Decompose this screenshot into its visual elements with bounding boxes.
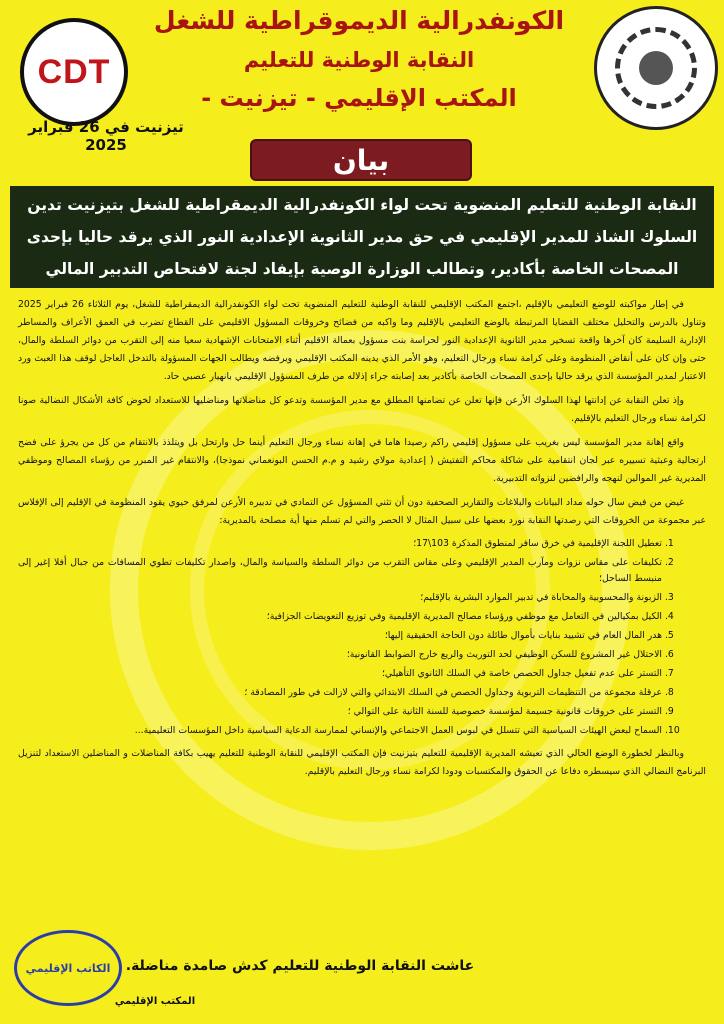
paragraph-3: واقع إهانة مدير المؤسسة ليس بغريب على مسؤول إقليمي راكم رصيدا هاما في إهانة نساء ورجال التعليم أينما حل وارتحل بل ويتلذذ بالانتقام من كل من يجرؤ على فضح ارتجالية وعبثية تسييره عبر لجان انتقامية على شاكلة محاكم التفتيش ( إعدادية مولاي رشيد و م.م الحسن البونعماني نموذجا)، والانتقام غير المبرر من رؤساء المصالح وموظفي المديرية غير الموالين لنهجه والرافضين لنزواته التدبيرية. [18, 437, 706, 484]
statement-body [18, 296, 706, 787]
list-item: 4. الكيل بمكيالين في التعامل مع موظفي ورؤساء مصالح المديرية الإقليمية وفي توزيع التعويضات الجزافية؛ [18, 609, 662, 625]
cdt-logo [20, 18, 128, 126]
paragraph-1: في إطار مواكبته للوضع التعليمي بالإقليم ،اجتمع المكتب الإقليمي للنقابة الوطنية للتعليم المنضوية تحت لواء الكونفدرالية الديمقراطية للشغل، يوم الثلاثاء 26 فبراير 2025 وتناول بالدرس والتحليل مختلف القضايا المرتبطة بالوضع التعليمي بالإقليم وما واكبه من فضائح وخروقات المسؤول الاقليمي على القطاع تضرب في العمق الأعراف والمساطر الإدارية السليمة كان آخرها واقعة تسخير مدير الثانوية الإعدادية النور لحراسة بنت مسؤول بعمالة الاقليم أثناء الامتحانات الإشهادية سعيا منه إلى التقرب من دوائر السلطة والمال، حتى وإن كان على أنقاض المنظومة وعلى كرامة نساء ورجال التعليم، وهو الأمر الذي يدينه المكتب الإقليمي ويرفضه ويطالب الجهات المسؤولة بالتدخل العاجل لوقف هذا العبث ورد الاعتبار لمدير المؤسسة الذي يرقد حاليا بإحدى المصحات الخاصة بأكادير بعد إصابته جراء إذلاله من طرف المسؤول الإقليمي بانهيار عصبي حاد. [18, 299, 706, 382]
office-stamp [14, 930, 122, 1006]
list-item: 5. هدر المال العام في تشييد بنايات بأموال طائلة دون الحاجة الحقيقية إليها؛ [18, 628, 662, 644]
list-item: 2. تكليفات على مقاس نزوات ومآرب المدير الإقليمي وعلى مقاس التقرب من دوائر السلطة والسياسة والمال، واصدار تكليفات تطوي المسافات من جبال أفلا إغير إلى منبسط الساحل؛ [18, 555, 662, 587]
list-item: 7. التستر على عدم تفعيل جداول الحصص خاصة في السلك الثانوي التأهيلي؛ [18, 666, 662, 682]
office-name: المكتب الإقليمي - تيزنيت - [201, 84, 517, 112]
list-item: 1. تعطيل اللجنة الإقليمية في خرق سافر لمنطوق المذكرة 103\17؛ [18, 536, 662, 552]
document-date: تيزنيت في 26 فبراير 2025 [28, 118, 184, 154]
final-paragraph: وبالنظر لخطورة الوضع الحالي الذي تعيشه المديرية الإقليمية للتعليم بتيزنيت فإن المكتب الإقليمي للنقابة الوطنية للتعليم يهيب بكافة المناضلات و المناضلين الاستعداد لتنزيل البرنامج النضالي الذي سيسطره دفاعا عن الحقوق والمكتسبات ودودا لكرامة نساء ورجال التعليم بالإقليم. [18, 748, 706, 777]
list-item: 9. التستر على خروقات قانونية جسيمة لمؤسسة خصوصية للسنة الثانية على التوالي ؛ [18, 704, 662, 720]
statement-title-box [250, 139, 472, 181]
closing-slogan: عاشت النقابة الوطنية للتعليم كدش صامدة مناضلة. [125, 958, 475, 974]
signer: المكتب الإقليمي [114, 996, 196, 1007]
headline-text: النقابة الوطنية للتعليم المنضوية تحت لواء الكونفدرالية الديمقراطية للشغل بتيزنيت تدين السلوك الشاذ للمدير الإقليمي في حق مدير الثانوية الإعدادية النور الذي يرقد حاليا بإحدى المصحات الخاصة بأكادير، وتطالب الوزارة الوصية بإيفاد لجنة لافتحاص التدبير المالي [26, 196, 698, 278]
org-name: الكونفدرالية الديموقراطية للشغل [153, 6, 565, 35]
statement-title: بيان [332, 143, 390, 177]
letterhead [0, 0, 724, 154]
list-item: 6. الاحتلال غير المشروع للسكن الوظيفي لحد التوريث والريع خارج الضوابط القانونية؛ [18, 647, 662, 663]
list-item: 8. عرقلة مجموعة من التنظيمات التربوية وجداول الحصص في السلك الابتدائي والتي لازالت في طور المصادقة ؛ [18, 685, 662, 701]
paragraph-4: غيض من فيض سال حوله مداد البيانات والبلاغات والتقارير الصحفية دون أن تثني المسؤول عن التمادي في تدبيره الأرعن لمرفق حيوي يقود المنظومة في الإقليم إلى الإفلاس عبر مجموعة من الخروقات التي رصدتها النقابة نورد بعضها على سبيل المثال لا الحصر والتي لم تسلم منها أية مصلحة بالمديرية: [18, 497, 706, 526]
gear-icon [615, 27, 697, 109]
union-name: النقابة الوطنية للتعليم [243, 48, 475, 72]
stamp-label: الكاتب الإقليمي [25, 961, 111, 975]
violations-list [18, 536, 706, 739]
list-item: 3. الزبونة والمحسوبية والمحاباة في تدبير الموارد البشرية بالإقليم؛ [18, 590, 662, 606]
paragraph-2: وإذ تعلن النقابة عن إدانتها لهذا السلوك الأرعن فإنها تعلن عن تضامنها المطلق مع مدير المؤسسة وتدعو كل مناضلاتها ومناضليها للاستعداد لخوض كافة الأشكال النضالية صونا لكرامة نساء ورجال التعليم بالإقليم. [18, 395, 706, 424]
cdt-logo-text: CDT [37, 52, 111, 91]
confederation-emblem-logo [594, 6, 718, 130]
list-item: 10. السماح لبعض الهيئات السياسية التي تتسلل في لبوس العمل الاجتماعي والإنساني لممارسة الدعاية السياسية داخل المؤسسات التعليمية... [18, 723, 662, 739]
headline-box [10, 186, 714, 288]
